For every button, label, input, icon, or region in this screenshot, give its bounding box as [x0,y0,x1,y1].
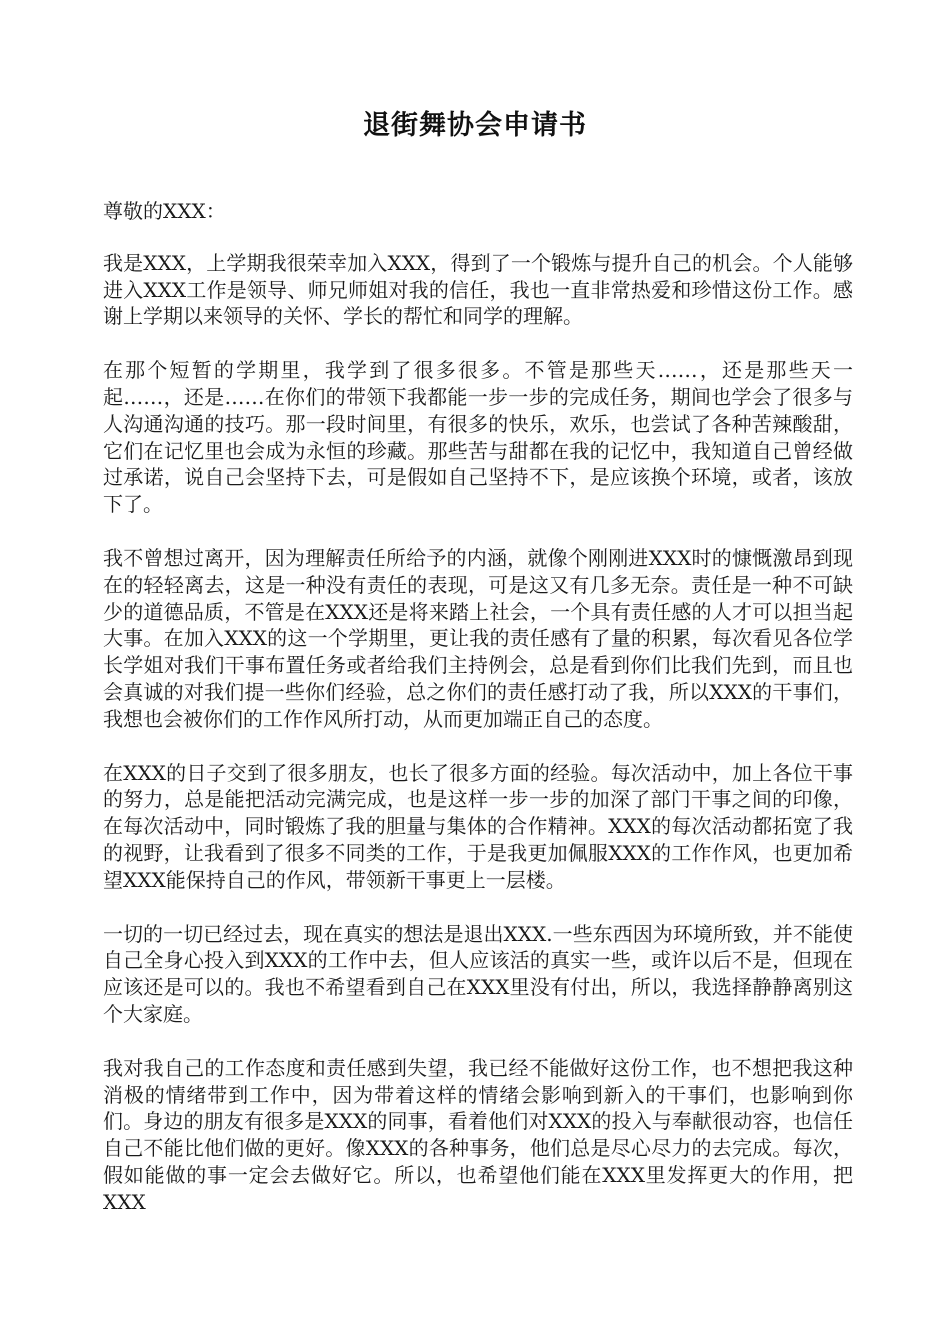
paragraph-1: 我是XXX，上学期我很荣幸加入XXX，得到了一个锻炼与提升自己的机会。个人能够进入XXX工作是领导、师兄师姐对我的信任，我也一直非常热爱和珍惜这份工作。感谢上学期以来领导的关怀、学长的帮忙和同学的理解。 [103,250,853,329]
document-body [103,198,853,1216]
document-title: 退街舞协会申请书 [363,110,587,141]
paragraph-4: 在XXX的日子交到了很多朋友，也长了很多方面的经验。每次活动中，加上各位干事的努力，总是能把活动完满完成，也是这样一步一步的加深了部门干事之间的印像，在每次活动中，同时锻炼了我的胆量与集体的合作精神。XXX的每次活动都拓宽了我的视野，让我看到了很多不同类的工作，于是我更加佩服XXX的工作作风，也更加希望XXX能保持自己的作风，带领新干事更上一层楼。 [103,760,853,892]
paragraph-6: 我对我自己的工作态度和责任感到失望，我已经不能做好这份工作，也不想把我这种消极的情绪带到工作中，因为带着这样的情绪会影响到新入的干事们，也影响到你们。身边的朋友有很多是XXX的同事，看着他们对XXX的投入与奉献很动容，也信任自己不能比他们做的更好。像XXX的各种事务，他们总是尽心尽力的去完成。每次，假如能做的事一定会去做好它。所以，也希望他们能在XXX里发挥更大的作用，把XXX [103,1055,853,1214]
paragraph-3: 我不曾想过离开，因为理解责任所给予的内涵，就像个刚刚进XXX时的慷慨激昂到现在的轻轻离去，这是一种没有责任的表现，可是这又有几多无奈。责任是一种不可缺少的道德品质，不管是在XXX还是将来踏上社会，一个具有责任感的人才可以担当起大事。在加入XXX的这一个学期里，更让我的责任感有了量的积累，每次看见各位学长学姐对我们干事布置任务或者给我们主持例会，总是看到你们比我们先到，而且也会真诚的对我们提一些你们经验，总之你们的责任感打动了我，所以XXX的干事们，我想也会被你们的工作作风所打动，从而更加端正自己的态度。 [103,545,853,731]
salutation: 尊敬的XXX： [103,199,226,223]
paragraph-5: 一切的一切已经过去，现在真实的想法是退出XXX.一些东西因为环境所致，并不能使自己全身心投入到XXX的工作中去，但人应该活的真实一些，或许以后不是，但现在应该还是可以的。我也不希望看到自己在XXX里没有付出，所以，我选择静静离别这个大家庭。 [103,921,853,1026]
paragraph-2: 在那个短暂的学期里，我学到了很多很多。不管是那些天……，还是那些天一起……，还是……在你们的带领下我都能一步一步的完成任务，期间也学会了很多与人沟通沟通的技巧。那一段时间里，有很多的快乐，欢乐，也尝试了各种苦辣酸甜，它们在记忆里也会成为永恒的珍藏。那些苦与甜都在我的记忆中，我知道自己曾经做过承诺，说自己会坚持下去，可是假如自己坚持不下，是应该换个环境，或者，该放下了。 [103,358,853,517]
